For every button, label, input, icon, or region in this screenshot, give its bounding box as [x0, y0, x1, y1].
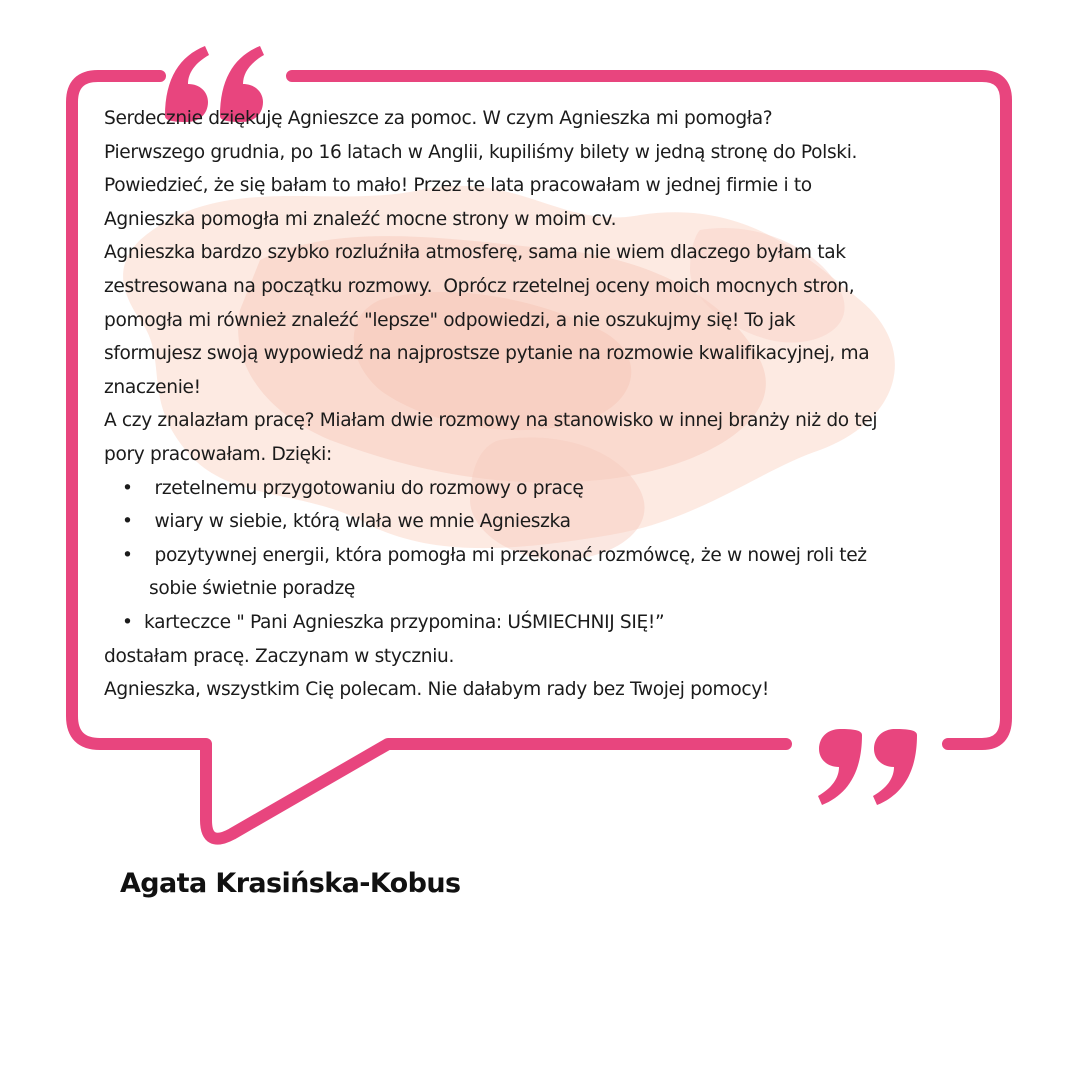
testimonial-line: dostałam pracę. Zaczynam w styczniu. — [104, 645, 455, 667]
testimonial-text — [104, 102, 1004, 707]
bullet-text: rzetelnemu przygotowaniu do rozmowy o pracę — [149, 477, 584, 499]
testimonial-paragraphs-after — [104, 640, 1004, 707]
testimonial-line: pory pracowałam. Dzięki: — [104, 443, 332, 465]
testimonial-line: A czy znalazłam pracę? Miałam dwie rozmowy na stanowisko w innej branży niż do tej — [104, 410, 878, 432]
testimonial-line: Serdecznie dziękuję Agnieszce za pomoc. W czym Agnieszka mi pomogła? — [104, 108, 773, 129]
testimonial-line: Agnieszka bardzo szybko rozluźniła atmosferę, sama nie wiem dlaczego byłam tak — [104, 242, 846, 264]
testimonial-line: Powiedzieć, że się bałam to mało! Przez te lata pracowałam w jednej firmie i to — [104, 175, 812, 197]
bullet-text: wiary w siebie, którą wlała we mnie Agnieszka — [149, 511, 571, 533]
bullet-icon: • — [122, 511, 133, 533]
testimonial-line: sformujesz swoją wypowiedź na najprostsze pytanie na rozmowie kwalifikacyjnej, ma — [104, 343, 870, 365]
bullet-item — [104, 472, 1004, 506]
testimonial-line: Pierwszego grudnia, po 16 latach w Anglii, kupiliśmy bilety w jedną stronę do Polski. — [104, 141, 858, 163]
testimonial-paragraphs-before — [104, 102, 1004, 472]
bullet-text: pozytywnej energii, która pomogła mi przekonać rozmówcę, że w nowej roli też sobie świetnie poradzę — [149, 544, 867, 600]
bullet-item — [104, 606, 1004, 640]
testimonial-line: zestresowana na początku rozmowy. Oprócz rzetelnej oceny moich mocnych stron, — [104, 275, 855, 297]
testimonial-line: Agnieszka pomogła mi znaleźć mocne strony w moim cv. — [104, 208, 617, 230]
bullet-item — [104, 505, 1004, 539]
bullet-text: karteczce " Pani Agnieszka przypomina: UŚMIECHNIJ SIĘ!” — [144, 611, 665, 633]
testimonial-bullet-list — [104, 472, 1004, 640]
bullet-icon: • — [122, 477, 133, 499]
bullet-icon: • — [122, 544, 133, 566]
bullet-icon: • — [122, 611, 133, 633]
testimonial-line: Agnieszka, wszystkim Cię polecam. Nie dałabym rady bez Twojej pomocy! — [104, 679, 769, 701]
testimonial-line: znaczenie! — [104, 376, 201, 398]
close-quote-icon — [818, 729, 917, 805]
author-name: Agata Krasińska-Kobus — [120, 868, 461, 899]
bullet-item — [104, 539, 1004, 606]
testimonial-line: pomogła mi również znaleźć "lepsze" odpowiedzi, a nie oszukujmy się! To jak — [104, 309, 796, 331]
